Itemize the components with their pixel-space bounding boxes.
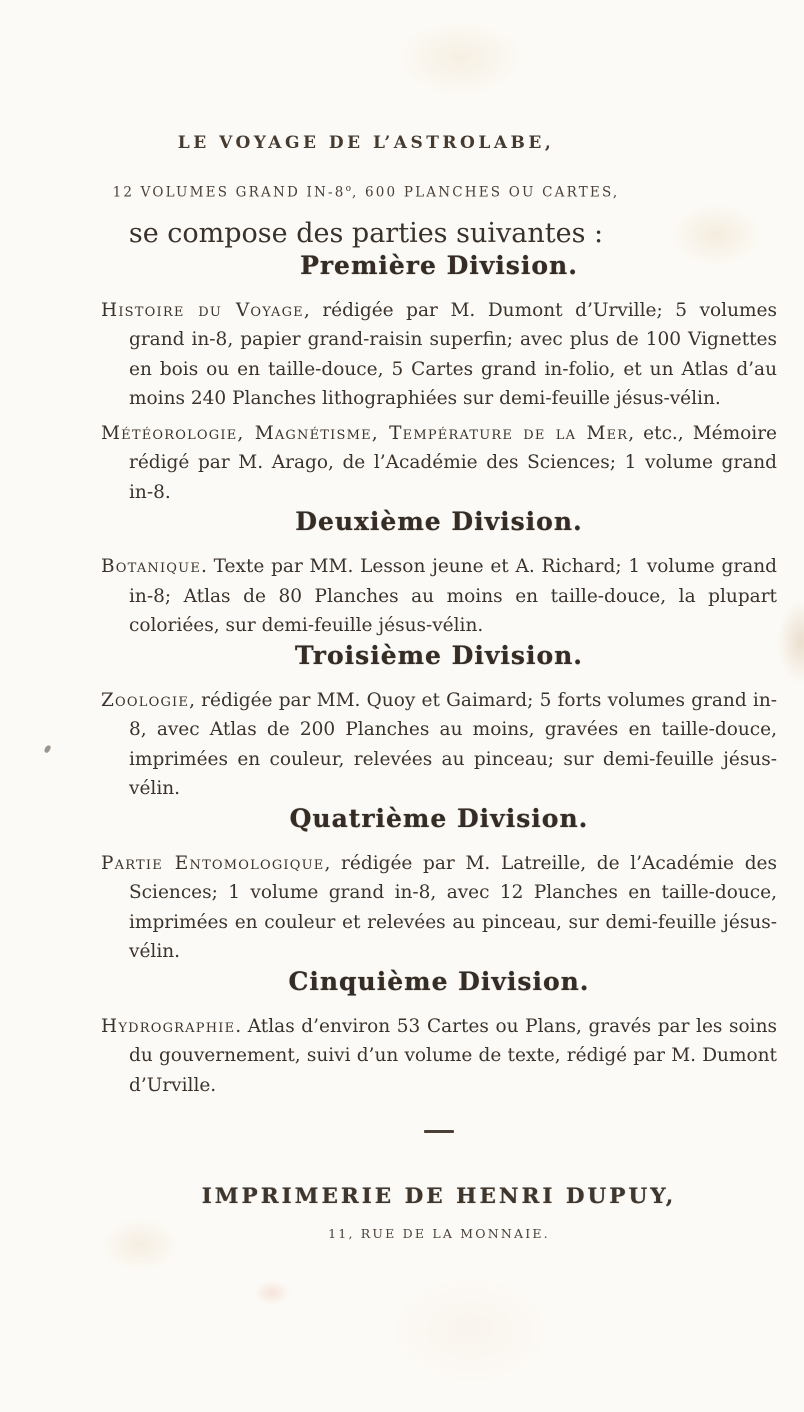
division-heading: Cinquième Division. (288, 966, 590, 996)
entry-hydrographie (101, 1012, 777, 1101)
subtitle-text-pre: 12 VOLUMES GRAND IN-8 (112, 184, 346, 201)
entry-lead: Hydrographie (101, 1015, 236, 1037)
entry-lead: Partie Entomologique (101, 852, 325, 874)
entry-lead: Zoologie (101, 689, 190, 711)
entry-text: . Texte par MM. Lesson jeune et A. Richard; 1 volume grand in-8; Atlas de 80 Planches au moins en taille-douce, la plupart coloriées, sur demi-feuille jésus-vélin. (129, 556, 777, 636)
division-troisieme (101, 641, 777, 804)
entry-lead: Météorologie, Magnétisme, Température de la Mer (101, 422, 629, 444)
entry-text: , rédigée par MM. Quoy et Gaimard; 5 forts volumes grand in-8, avec Atlas de 200 Planches au moins, gravées en taille-douce, imprimées en couleur, relevées au pinceau; sur demi-feuille jésus-vélin. (129, 689, 777, 799)
division-heading: Deuxième Division. (295, 507, 583, 536)
entry-text: , rédigée par M. Dumont d’Urville; 5 volumes grand in-8, papier grand-raisin superfin; avec plus de 100 Vignettes en bois ou en taille-douce, 5 Cartes grand in-folio, et un Atlas d’au moins 240 Planches lithographiées sur demi-feuille jésus-vélin. (129, 299, 777, 409)
subtitle-superscript: o (345, 184, 352, 194)
intro-line: se compose des parties suivantes : (128, 217, 604, 249)
book-subtitle (0, 181, 732, 201)
entry-lead: Histoire du Voyage (101, 299, 304, 321)
entry-meteorologie (101, 419, 777, 508)
imprint-address: 11, RUE DE LA MONNAIE. (328, 1226, 550, 1241)
division-deuxieme (101, 507, 777, 641)
imprint (101, 1185, 777, 1241)
entry-histoire-du-voyage (101, 296, 777, 414)
division-premiere (101, 251, 777, 508)
division-heading: Première Division. (300, 250, 578, 280)
book-title: LE VOYAGE DE L’ASTROLABE, (177, 133, 555, 153)
imprint-printer: IMPRIMERIE DE HENRI DUPUY, (201, 1184, 677, 1209)
entry-text: . Atlas d’environ 53 Cartes ou Plans, gravés par les soins du gouvernement, suivi d’un volume de texte, rédigé par M. Dumont d’Urville. (129, 1015, 777, 1096)
entry-entomologique (101, 849, 777, 967)
entry-botanique (101, 552, 777, 641)
entry-lead: Botanique (101, 556, 202, 577)
entry-text: , rédigée par M. Latreille, de l’Académie des Sciences; 1 volume grand in-8, avec 12 Planches en taille-douce, imprimées en couleur et relevées au pinceau, sur demi-feuille jésus-vélin. (129, 852, 777, 962)
entry-zoologie (101, 686, 777, 804)
page-body (101, 251, 777, 1242)
division-quatrieme (101, 804, 777, 967)
separator-rule (424, 1130, 454, 1133)
entry-text: , etc., Mémoire rédigé par M. Arago, de l’Académie des Sciences; 1 volume grand in-8. (129, 422, 777, 503)
subtitle-text-post: , 600 PLANCHES OU CARTES, (352, 184, 620, 201)
division-heading: Troisième Division. (295, 640, 583, 670)
division-heading: Quatrième Division. (289, 803, 589, 833)
scan-artifact-speck (43, 744, 51, 753)
division-cinquieme (101, 967, 777, 1101)
masthead (0, 0, 804, 251)
